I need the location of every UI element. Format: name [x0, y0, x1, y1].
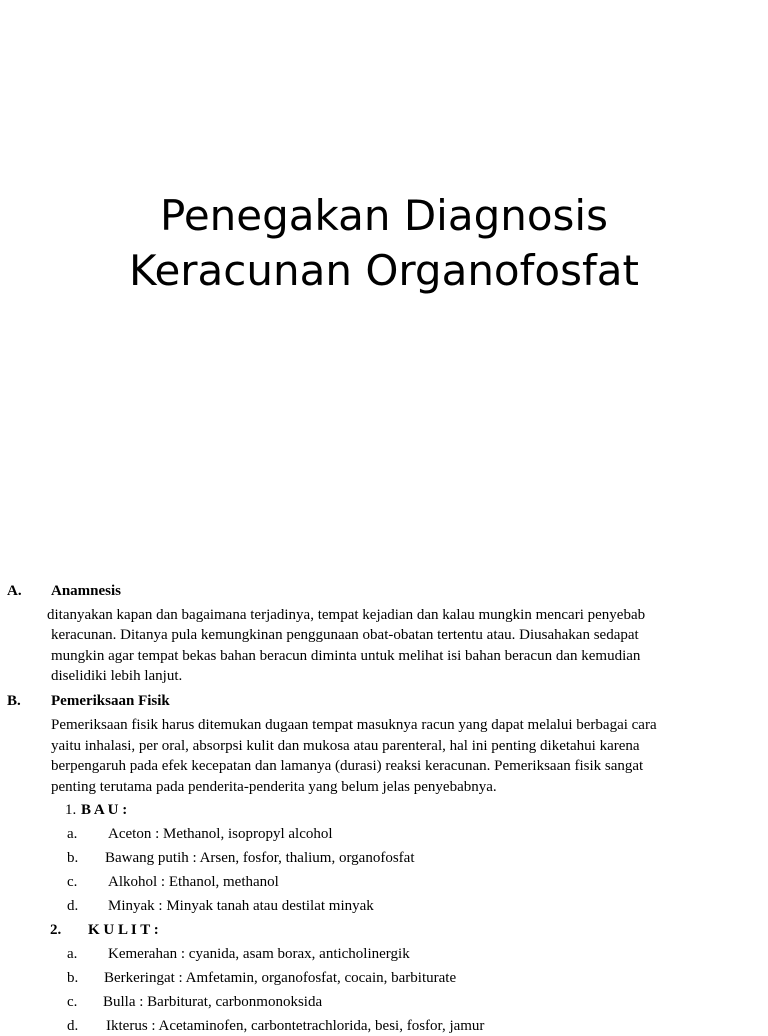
section-b-marker: B. [7, 693, 21, 709]
section-a-paragraph-line: ditanyakan kapan dan bagaimana terjadinya, tempat kejadian dan kalau mungkin mencari penyebab [47, 607, 646, 623]
list-item: Minyak : Minyak tanah atau destilat minyak [108, 898, 374, 914]
section-b-paragraph-line: berpengaruh pada efek kecepatan dan lamanya (durasi) reaksi keracunan. Pemeriksaan fisik sangat [51, 758, 644, 774]
section-a-paragraph-line: keracunan. Ditanya pula kemungkinan penggunaan obat-obatan tertentu atau. Diusahakan sedapat [51, 627, 639, 643]
list-item-marker: c. [67, 874, 78, 890]
list-item-marker: d. [67, 898, 79, 914]
section-a-paragraph-line: mungkin agar tempat bekas bahan beracun diminta untuk melihat isi bahan beracun dan kemudian [51, 648, 641, 664]
section-b-paragraph-line: Pemeriksaan fisik harus ditemukan dugaan tempat masuknya racun yang dapat melalui berbagai cara [51, 717, 657, 733]
section-b-heading: Pemeriksaan Fisik [51, 693, 170, 709]
slide-title-line-2: Keracunan Organofosfat [129, 246, 639, 295]
subsection-1-number: 1. [65, 802, 77, 818]
list-item-marker: d. [67, 1018, 79, 1034]
section-a-paragraph-line: diselidiki lebih lanjut. [51, 668, 183, 684]
list-item-marker: a. [67, 946, 78, 962]
list-item: Kemerahan : cyanida, asam borax, anticholinergik [108, 946, 410, 962]
subsection-2-heading: K U L I T : [88, 922, 159, 938]
list-item-marker: a. [67, 826, 78, 842]
section-a-heading: Anamnesis [51, 583, 122, 599]
list-item-marker: c. [67, 994, 78, 1010]
list-item: Alkohol : Ethanol, methanol [108, 874, 279, 890]
list-item-marker: b. [67, 850, 79, 866]
subsection-1-heading: B A U : [81, 802, 128, 818]
list-item: Ikterus : Acetaminofen, carbontetrachlorida, besi, fosfor, jamur [106, 1018, 485, 1034]
section-a-marker: A. [7, 583, 22, 599]
slide-title-line-1: Penegakan Diagnosis [160, 191, 608, 240]
list-item: Berkeringat : Amfetamin, organofosfat, cocain, barbiturate [104, 970, 457, 986]
list-item-marker: b. [67, 970, 79, 986]
section-b-paragraph-line: yaitu inhalasi, per oral, absorpsi kulit dan mukosa atau parenteral, hal ini penting diketahui karena [51, 738, 640, 754]
list-item: Aceton : Methanol, isopropyl alcohol [108, 826, 333, 842]
list-item: Bulla : Barbiturat, carbonmonoksida [103, 994, 323, 1010]
subsection-2-number: 2. [50, 922, 62, 938]
list-item: Bawang putih : Arsen, fosfor, thalium, organofosfat [105, 850, 415, 866]
section-b-paragraph-line: penting terutama pada penderita-penderita yang belum jelas penyebabnya. [51, 779, 497, 795]
